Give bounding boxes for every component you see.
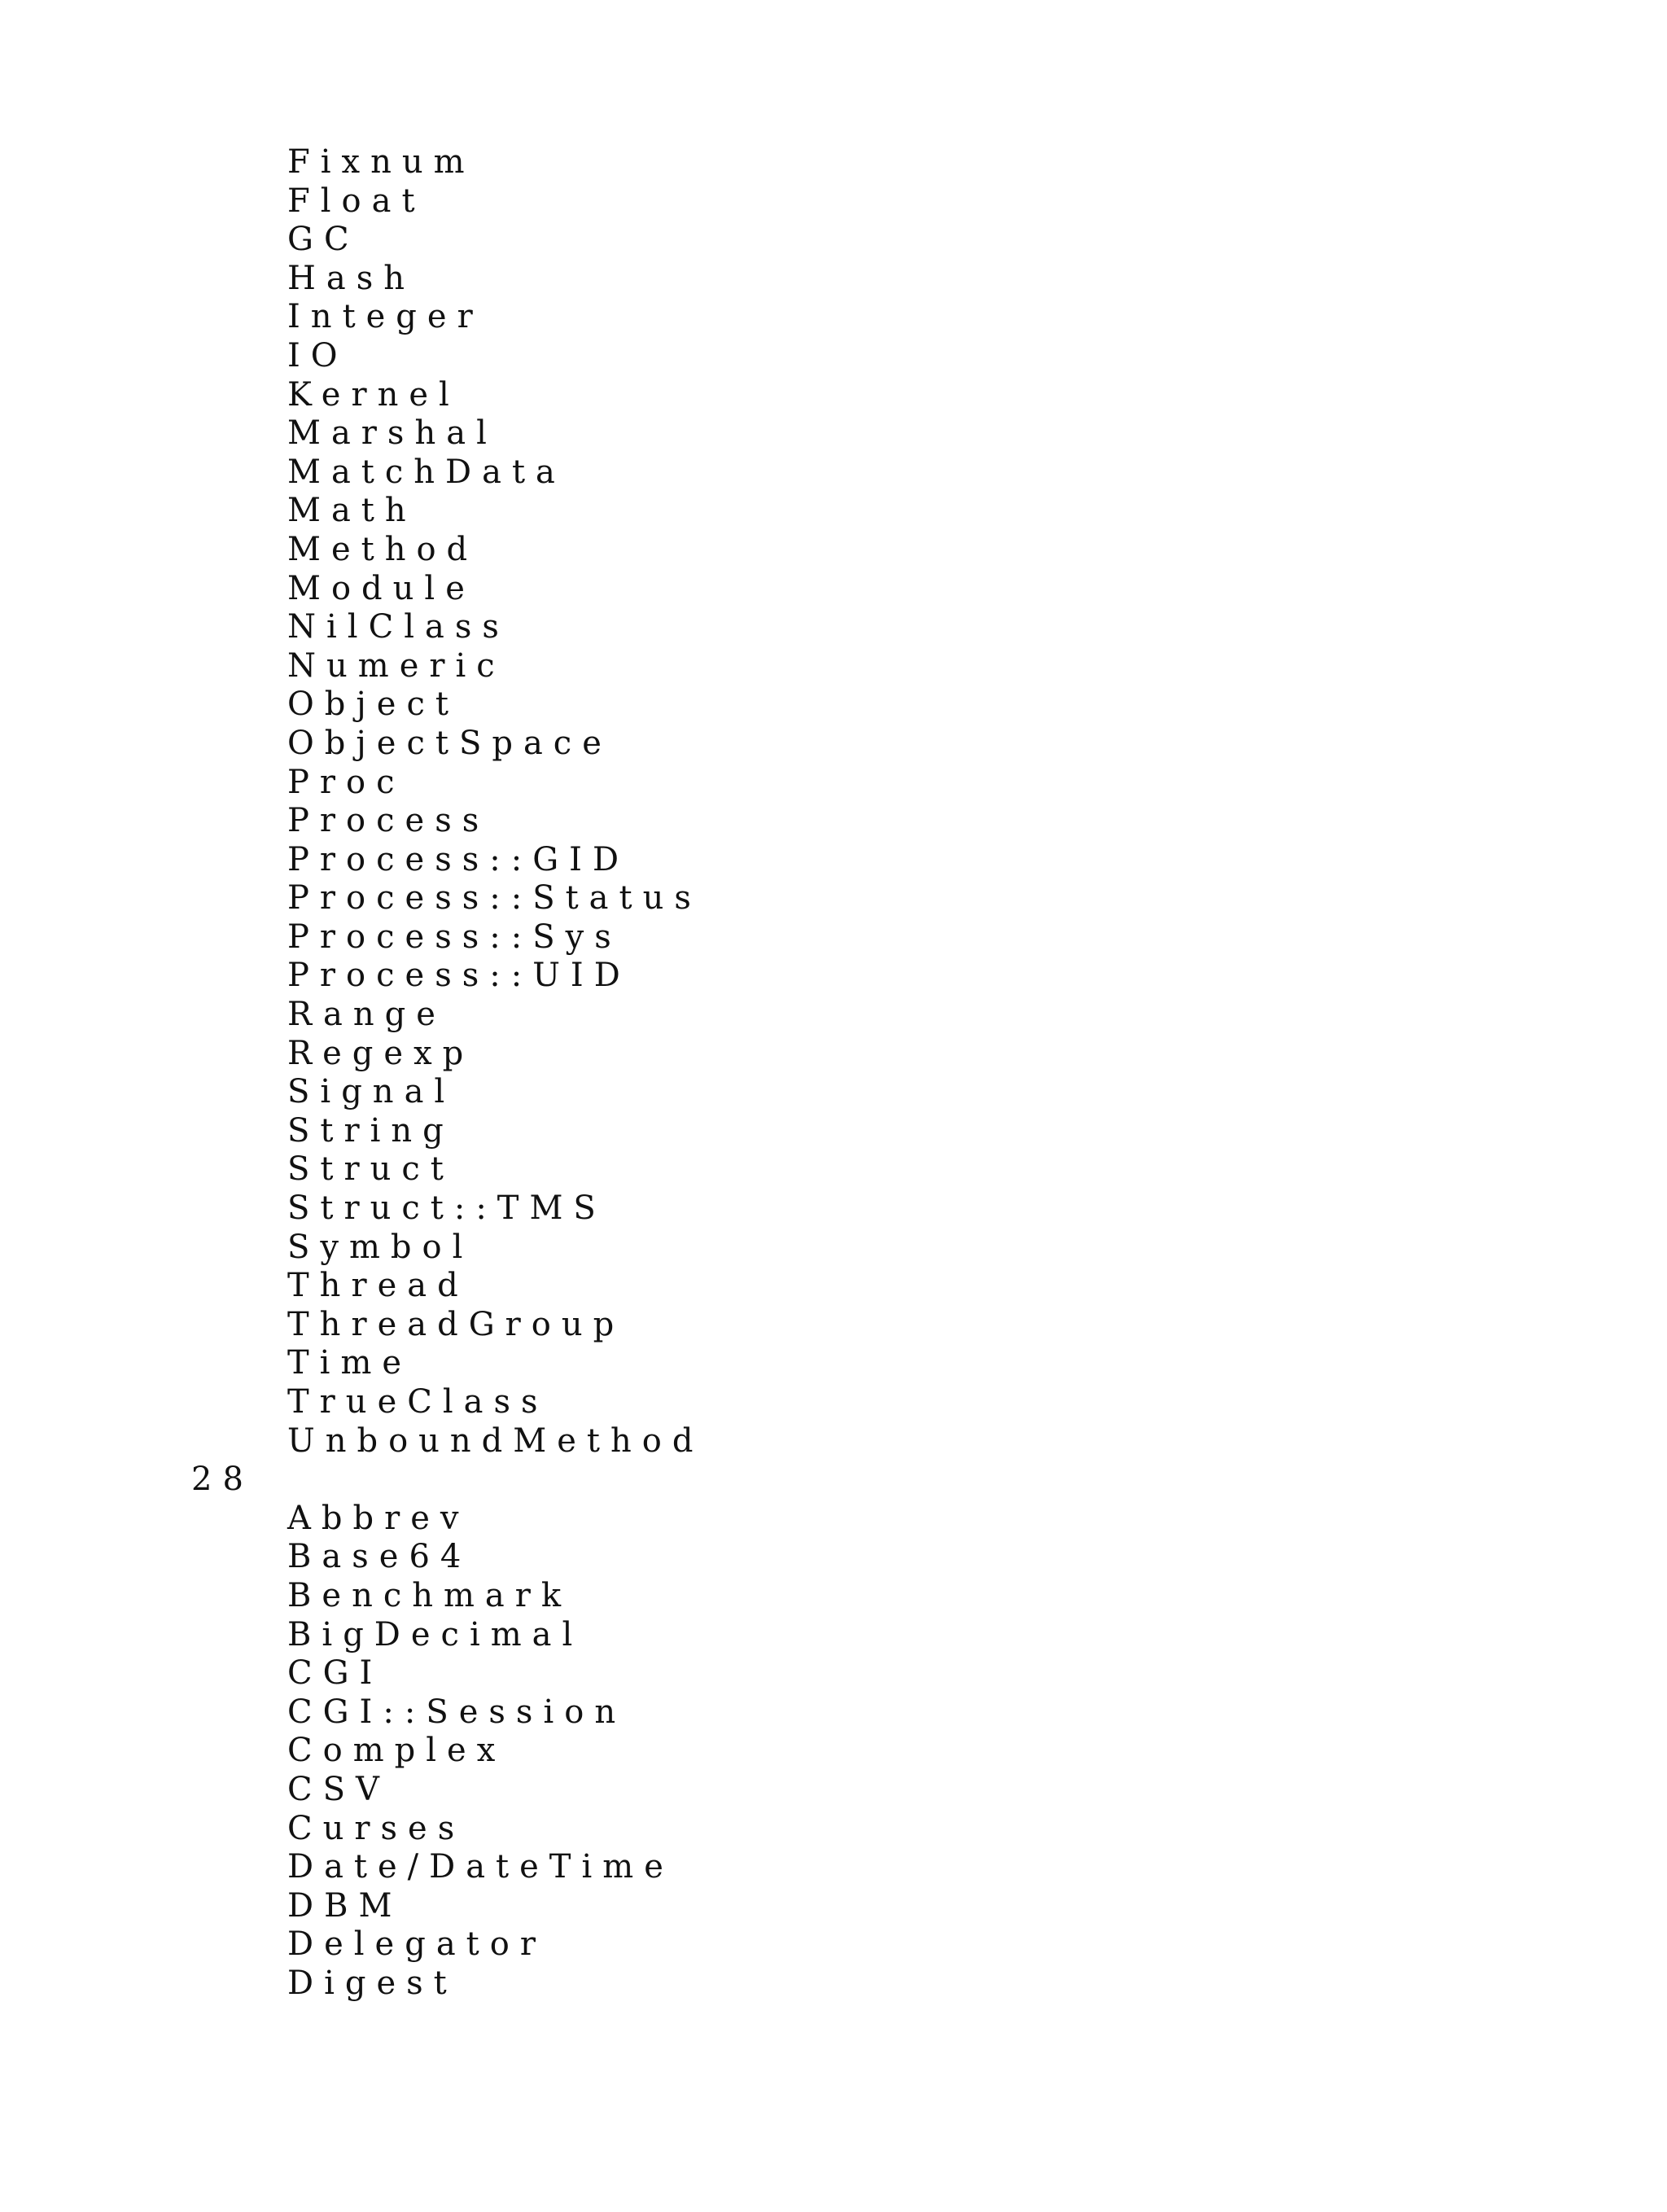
list-item: Abbrev [287, 1499, 470, 1537]
list-item: GC [287, 221, 360, 259]
list-item: Date/DateTime [287, 1848, 674, 1886]
list-item: Struct::TMS [287, 1189, 606, 1228]
list-item: Time [287, 1344, 413, 1382]
list-item: Process::Status [287, 879, 702, 918]
list-item: Process::UID [287, 957, 631, 995]
list-item: Hash [287, 259, 416, 297]
list-item: Struct [287, 1150, 454, 1189]
list-item: TrueClass [287, 1383, 549, 1421]
list-item: Process::GID [287, 840, 630, 878]
list-item: Benchmark [287, 1576, 572, 1614]
list-item: Numeric [287, 646, 505, 685]
section-2-list [191, 1500, 1575, 2004]
list-item: String [287, 1111, 454, 1150]
list-item: Process::Sys [287, 918, 622, 956]
list-item: Process [287, 802, 490, 840]
class-list [191, 143, 1575, 2004]
list-item: BigDecimal [287, 1615, 584, 1654]
list-item: Thread [287, 1267, 469, 1305]
section-1-list [191, 143, 1575, 1461]
list-item: IO [287, 336, 348, 375]
list-item: Kernel [287, 375, 460, 414]
list-item: NilClass [287, 608, 510, 646]
list-item: Complex [287, 1732, 506, 1770]
list-item: Fixnum [287, 143, 475, 181]
list-item: Float [287, 182, 426, 220]
list-item: Signal [287, 1073, 456, 1111]
list-item: Regexp [287, 1034, 475, 1072]
list-item: Symbol [287, 1228, 474, 1266]
list-item: Module [287, 569, 475, 607]
list-item: Math [287, 492, 417, 530]
list-item: Marshal [287, 414, 497, 453]
list-item: Delegator [287, 1925, 546, 1964]
list-item: Method [287, 530, 479, 568]
list-item: Object [287, 686, 459, 724]
list-item: CGI::Session [287, 1693, 627, 1731]
list-item: Digest [287, 1964, 457, 2002]
section-number: 28 [191, 1461, 254, 1499]
list-item: Range [287, 996, 446, 1034]
list-item: ObjectSpace [287, 724, 612, 762]
list-item: Base64 [287, 1538, 472, 1576]
list-item: DBM [287, 1886, 403, 1925]
list-item: MatchData [287, 453, 566, 491]
list-item: Proc [287, 763, 405, 801]
list-item: Curses [287, 1809, 466, 1847]
list-item: CSV [287, 1770, 390, 1808]
list-item: Integer [287, 298, 483, 336]
list-item: UnboundMethod [287, 1421, 704, 1460]
list-item: ThreadGroup [287, 1305, 625, 1343]
list-item: CGI [287, 1654, 383, 1693]
